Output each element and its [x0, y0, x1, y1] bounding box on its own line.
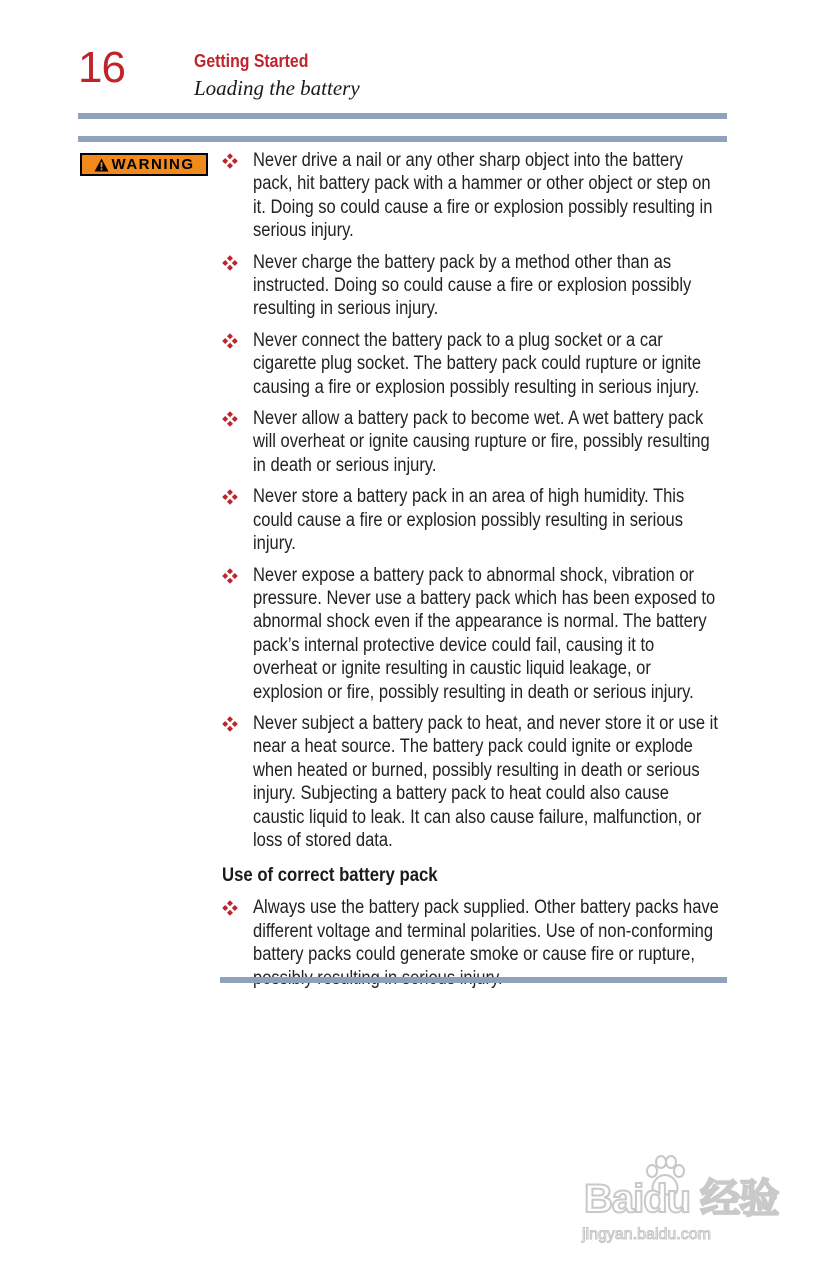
watermark-url: jingyan.baidu.com [582, 1226, 711, 1243]
warning-badge [80, 153, 208, 176]
footer-rule [220, 977, 727, 983]
diamond-bullet-icon [222, 411, 238, 427]
warning-item [222, 251, 727, 321]
warning-item [222, 712, 727, 852]
subsection-heading: Use of correct battery pack [222, 865, 438, 887]
warning-item [222, 485, 727, 555]
warning-item-text: Never drive a nail or any other sharp object into the battery pack, hit battery pack with a hammer or other object or step on it. Doing so could cause a fire or explosion possibly resulting in serious injury. [253, 150, 713, 242]
warning-label: WARNING [111, 155, 195, 173]
warning-item [222, 329, 727, 399]
warning-triangle-icon [94, 158, 109, 172]
battery-item [222, 896, 727, 990]
diamond-bullet-icon [222, 900, 238, 916]
subsection-list [222, 896, 727, 990]
warning-item-text: Never expose a battery pack to abnormal shock, vibration or pressure. Never use a battery pack which has been exposed to abnormal shock even if the appearance is normal. The battery pack’s internal protective device could fail, causing it to overheat or ignite resulting in caustic liquid leakage, or explosion or fire, possibly resulting in death or serious injury. [253, 564, 716, 703]
header-rule-bottom [78, 136, 727, 142]
diamond-bullet-icon [222, 568, 238, 584]
warning-item [222, 407, 727, 477]
warning-list [222, 149, 727, 852]
chapter-title: Getting Started [194, 51, 309, 71]
diamond-bullet-icon [222, 255, 238, 271]
watermark-logo-text: Baidu 经验 [584, 1177, 779, 1221]
warning-item [222, 564, 727, 704]
diamond-bullet-icon [222, 333, 238, 349]
warning-item-text: Never connect the battery pack to a plug socket or a car cigarette plug socket. The battery pack could rupture or ignite causing a fire or explosion possibly resulting in serious injury. [253, 329, 702, 398]
warning-content [222, 149, 727, 998]
diamond-bullet-icon [222, 153, 238, 169]
diamond-bullet-icon [222, 716, 238, 732]
warning-item-text: Never charge the battery pack by a method other than as instructed. Doing so could cause a fire or explosion possibly resulting in serious injury. [253, 251, 692, 320]
header-rule-top [78, 113, 727, 119]
page-number: 16 [78, 43, 125, 92]
watermark [582, 1155, 779, 1250]
diamond-bullet-icon [222, 489, 238, 505]
warning-item-text: Never store a battery pack in an area of high humidity. This could cause a fire or explosion possibly resulting in serious injury. [253, 486, 685, 555]
warning-item-text: Never subject a battery pack to heat, and never store it or use it near a heat source. The battery pack could ignite or explode when heated or burned, possibly resulting in death or serious injury. Subjecting a battery pack to heat could also cause caustic liquid to leak. It can also cause failure, malfunction, or loss of stored data. [253, 712, 718, 851]
battery-item-text: Always use the battery pack supplied. Other battery packs have different voltage and terminal polarities. Use of non-conforming battery packs could generate smoke or cause fire or rupture, [253, 897, 719, 966]
section-title: Loading the battery [194, 76, 360, 100]
warning-item [222, 149, 727, 243]
warning-item-text: Never allow a battery pack to become wet. A wet battery pack will overheat or ignite causing rupture or fire, possibly resulting in death or serious injury. [253, 408, 710, 476]
